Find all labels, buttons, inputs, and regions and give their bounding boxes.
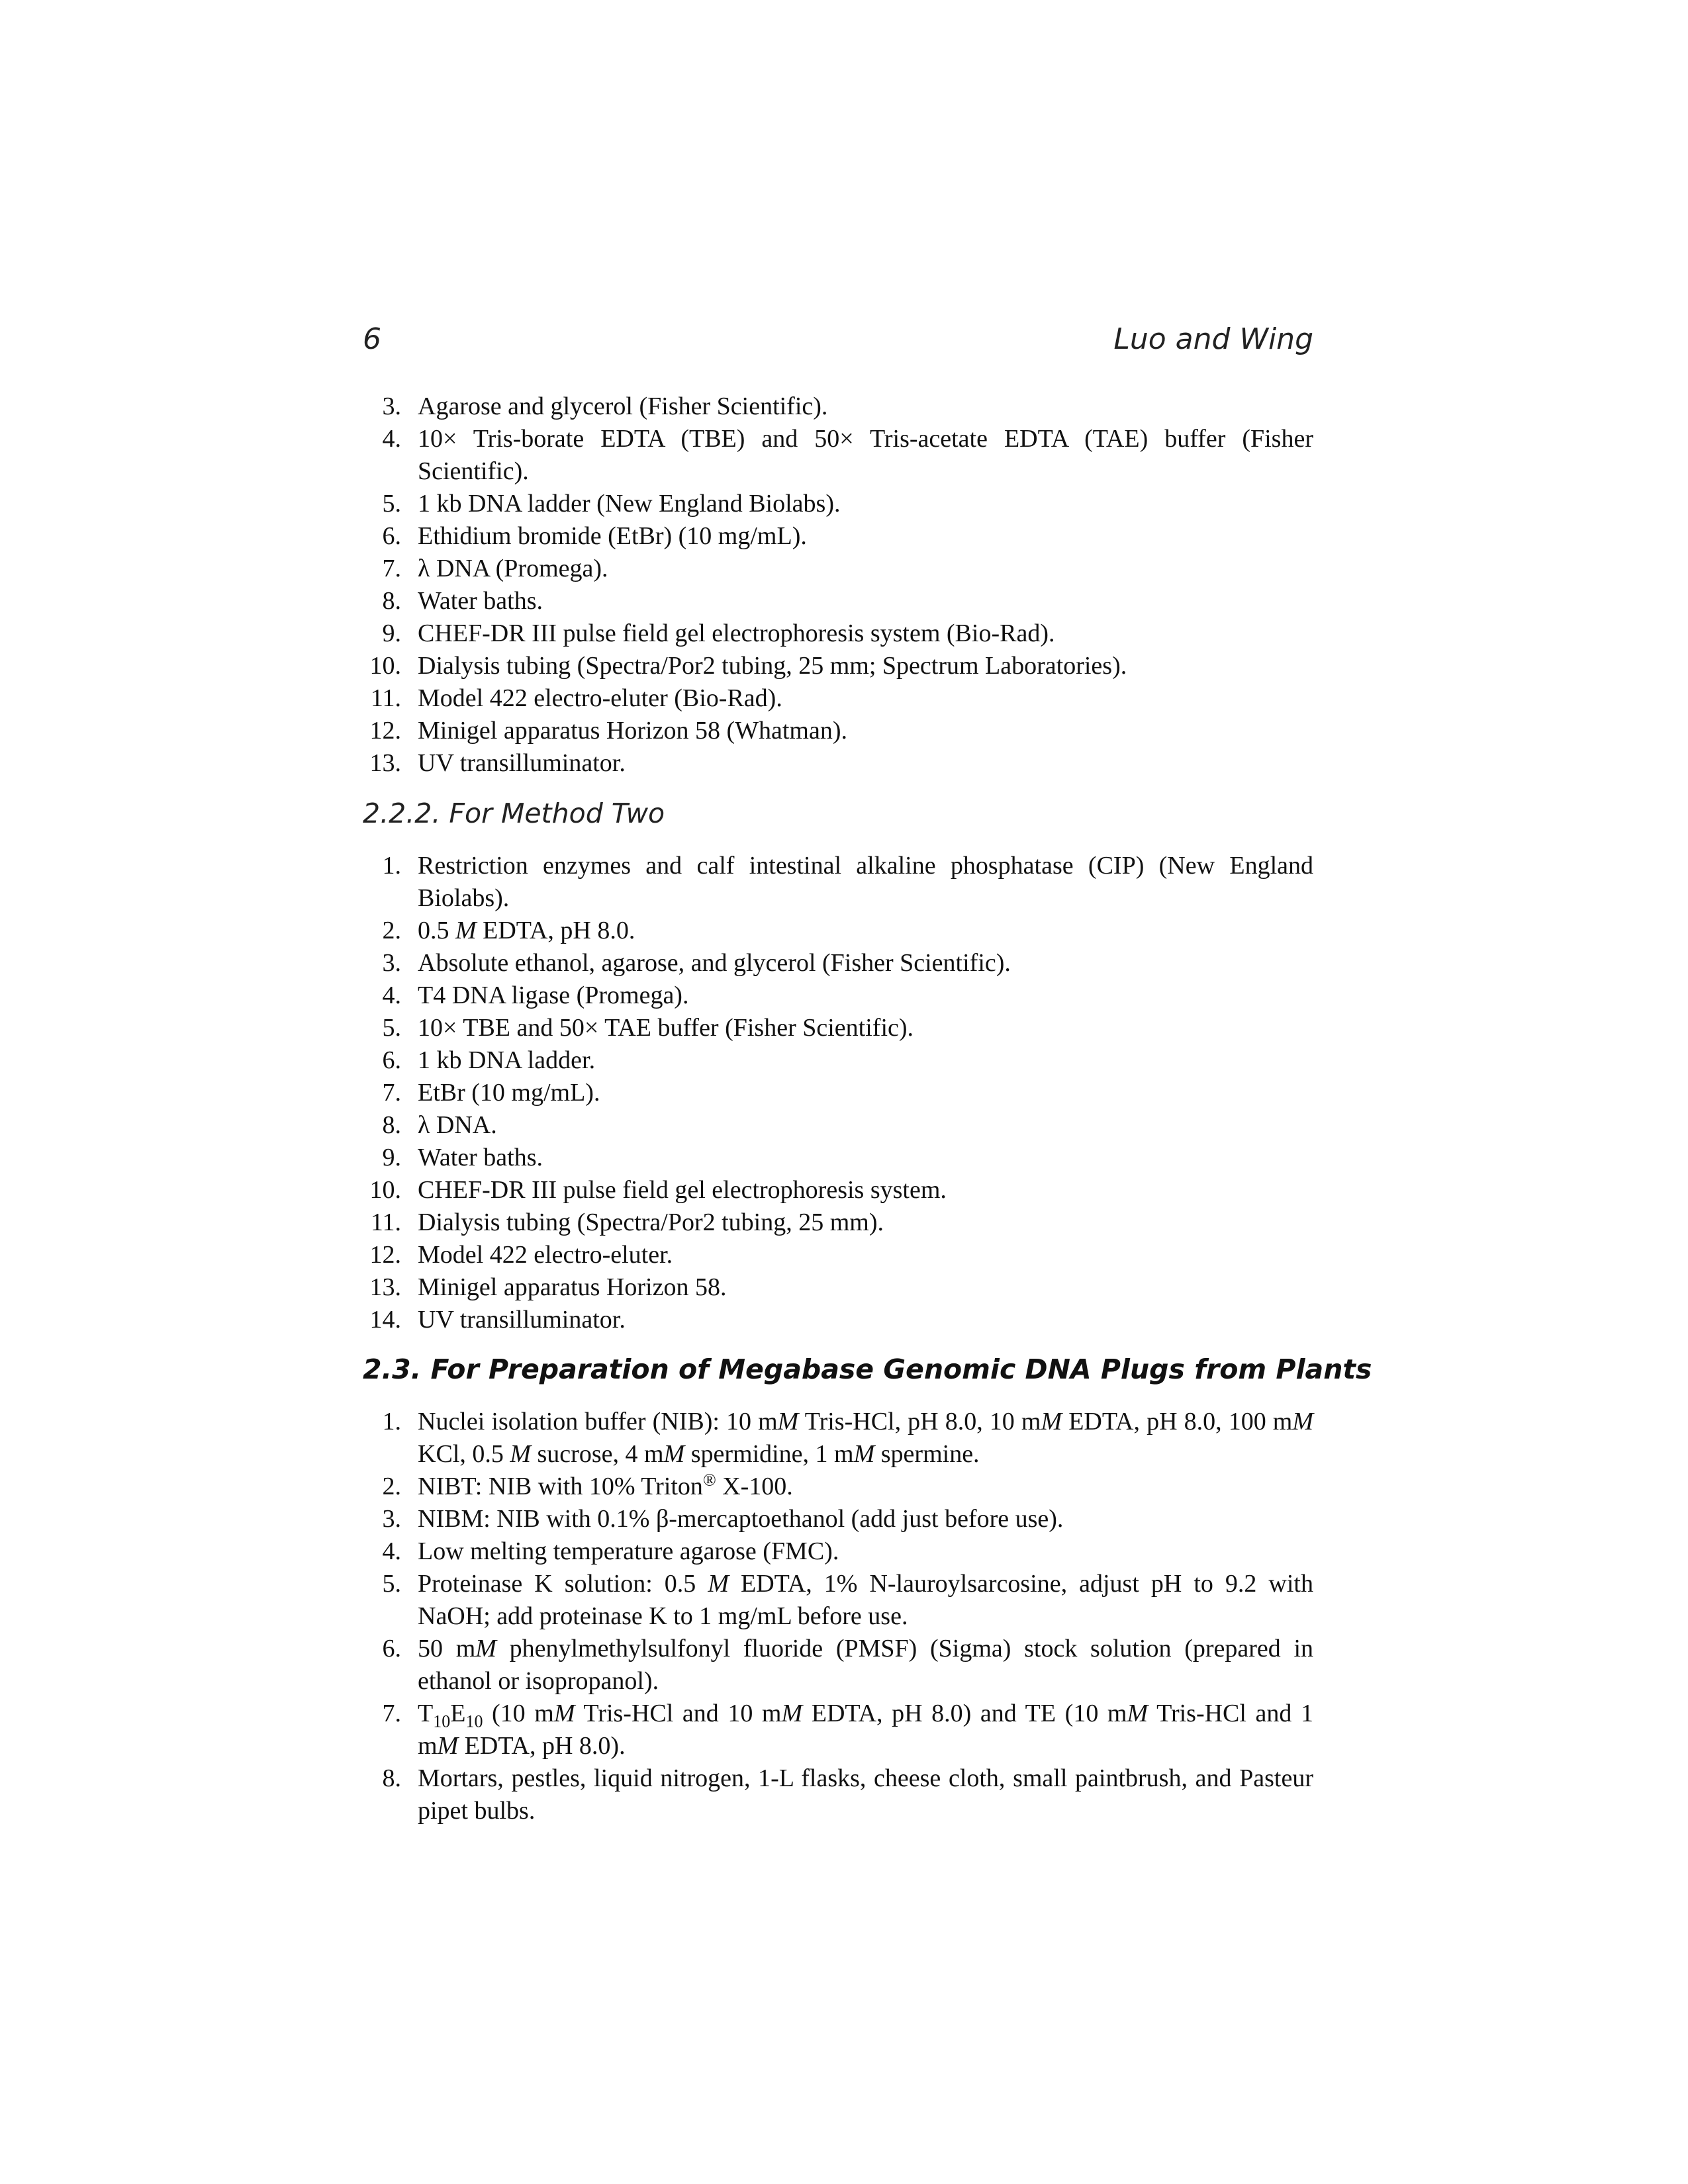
list-item: 6. 50 mM phenylmethylsulfonyl fluoride (PMSF) (Sigma) stock solution (prepared in ethanol or isopropanol). [382,1635,1314,1695]
list-item: 12. Minigel apparatus Horizon 58 (Whatman). [369,717,847,745]
list-item: 12. Model 422 electro-eluter. [369,1241,673,1269]
list-item: 9. Water baths. [382,1144,543,1171]
list-item: 4. Low melting temperature agarose (FMC). [382,1537,839,1565]
list-item: 11. Dialysis tubing (Spectra/Por2 tubing, 25 mm). [370,1208,884,1236]
list-item: 13. Minigel apparatus Horizon 58. [369,1273,727,1301]
list-item: 3. Absolute ethanol, agarose, and glycerol (Fisher Scientific). [382,949,1011,977]
list-item: 11. Model 422 electro-eluter (Bio-Rad). [370,684,782,712]
list-item: 1. Nuclei isolation buffer (NIB): 10 mM Tris-HCl, pH 8.0, 10 mM EDTA, pH 8.0, 100 mM KCl, 0.5 M sucrose, 4 mM spermidine, 1 mM spermine. [382,1408,1314,1468]
list-item: 10. CHEF-DR III pulse field gel electrophoresis system. [369,1176,947,1204]
list-item: 4. 10× Tris-borate EDTA (TBE) and 50× Tris-acetate EDTA (TAE) buffer (Fisher Scientific). [382,425,1313,485]
running-header [363,322,1313,362]
list-item: 5. 1 kb DNA ladder (New England Biolabs). [382,490,841,518]
list-item: 6. 1 kb DNA ladder. [382,1046,596,1074]
materials-list-plugs [363,1406,1313,1827]
list-item: 8. Water baths. [382,587,543,615]
page-number: 6 [363,322,381,356]
list-item: 13. UV transilluminator. [369,749,626,777]
list-item: 5. 10× TBE and 50× TAE buffer (Fisher Scientific). [382,1014,914,1042]
section-heading: 2.3. For Preparation of Megabase Genomic DNA Plugs from Plants [363,1353,1372,1385]
list-item: 5. Proteinase K solution: 0.5 M EDTA, 1% N-lauroylsarcosine, adjust pH to 9.2 with NaOH; add proteinase K to 1 mg/mL before use. [382,1570,1313,1630]
equipment-list-method-two [363,850,1313,1336]
list-item: 14. UV transilluminator. [369,1306,626,1334]
list-item: 7. λ DNA (Promega). [382,555,608,582]
subsection-heading: 2.2.2. For Method Two [363,797,665,829]
list-item: 3. Agarose and glycerol (Fisher Scientific). [382,392,828,420]
list-item: 8. Mortars, pestles, liquid nitrogen, 1-L flasks, cheese cloth, small paintbrush, and Pasteur pipet bulbs. [382,1764,1313,1825]
list-item: 6. Ethidium bromide (EtBr) (10 mg/mL). [382,522,807,550]
list-item: 10. Dialysis tubing (Spectra/Por2 tubing, 25 mm; Spectrum Laboratories). [369,652,1127,680]
list-item: 3. NIBM: NIB with 0.1% β-mercaptoethanol (add just before use). [382,1505,1064,1533]
list-item: 9. CHEF-DR III pulse field gel electrophoresis system (Bio-Rad). [382,619,1055,647]
list-item: 7. EtBr (10 mg/mL). [382,1079,600,1107]
equipment-list-method-one [363,390,1313,780]
list-item: 7. $T_{10}E_{10}$ (10 mM Tris-HCl and 10 mM EDTA, pH 8.0) and TE (10 mM Tris-HCl and 1 mM EDTA, pH 8.0). [382,1700,1313,1760]
running-head: Luo and Wing [1113,322,1313,356]
list-item: 4. T4 DNA ligase (Promega). [382,981,689,1009]
list-item: 1. Restriction enzymes and calf intestinal alkaline phosphatase (CIP) (New England Biolabs). [382,852,1313,912]
list-item: 8. λ DNA. [382,1111,497,1139]
list-item: 2. 0.5 M EDTA, pH 8.0. [382,917,635,944]
list-item: 2. NIBT: NIB with 10% Triton® X-100. [382,1470,793,1500]
